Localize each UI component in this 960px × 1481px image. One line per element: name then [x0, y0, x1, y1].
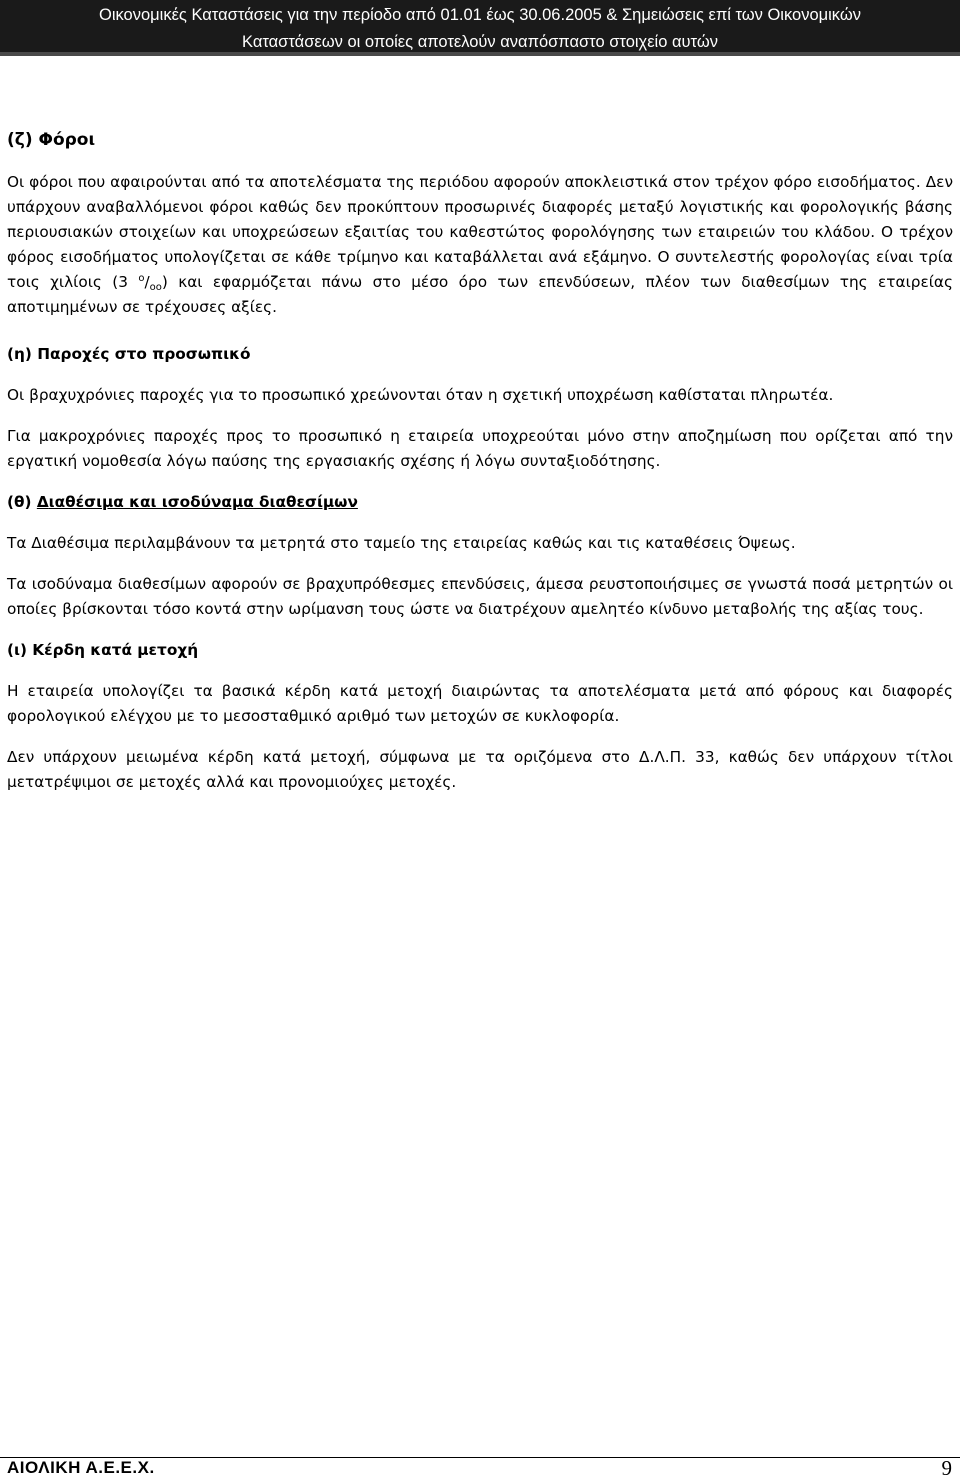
section-heading-taxes: (ζ) Φόροι [7, 130, 96, 150]
page-number: 9 [941, 1456, 952, 1480]
footer-company-name: ΑΙΟΛΙΚΗ Α.Ε.Ε.Χ. [7, 1458, 155, 1477]
section-heading-cash [7, 490, 953, 515]
page-header [0, 0, 960, 56]
permil-sup: o [138, 273, 145, 284]
permil-slash: / [144, 273, 150, 291]
cash-heading-prefix: (θ) [7, 493, 37, 511]
document-body [7, 128, 953, 795]
cash-heading-rest: ιαθέσιμα και ισοδύναμα διαθεσίμων [48, 493, 358, 511]
eps-paragraph-1: Η εταιρεία υπολογίζει τα βασικά κέρδη κατά μετοχή διαιρώντας τα αποτελέσματα μετά από φόρους και διαφορές φορολογικού ελέγχου με το μεσοσταθμικό αριθμό των μετοχών σε κυκλοφορία. [7, 682, 953, 725]
taxes-paragraph-text-2: ) και εφαρμόζεται πάνω στο μέσο όρο των επενδύσεων, πλέον των διαθεσίμων της εταιρείας αποτιμημένων σε τρέχουσες αξίες. [7, 273, 953, 316]
permil-sub: oo [149, 282, 162, 293]
cash-paragraph-1: Τα Διαθέσιμα περιλαμβάνουν τα μετρητά στο ταμείο της εταιρείας καθώς και τις καταθέσεις Όψεως. [7, 534, 796, 552]
section-heading-eps: (ι) Κέρδη κατά μετοχή [7, 641, 199, 659]
taxes-paragraph [7, 170, 953, 320]
permil-symbol [138, 273, 162, 291]
cash-heading-first-letter: Δ [36, 493, 49, 511]
header-line-1: Οικονομικές Καταστάσεις για την περίοδο από 01.01 έως 30.06.2005 & Σημειώσεις επί των Οικονομικών [99, 6, 861, 24]
cash-paragraph-2: Τα ισοδύναμα διαθεσίμων αφορούν σε βραχυπρόθεσμες επενδύσεις, άμεσα ρευστοποιήσιμες σε γνωστά ποσά μετρητών οι οποίες βρίσκονται τόσο κοντά στην ωρίμανση τους ώστε να διατρέχουν αμελητέο κίνδυνο μεταβολής της αξίας τους. [7, 575, 953, 618]
section-heading-staff-benefits: (η) Παροχές στο προσωπικό [7, 345, 251, 363]
eps-paragraph-2: Δεν υπάρχουν μειωμένα κέρδη κατά μετοχή, σύμφωνα με τα οριζόμενα στο Δ.Λ.Π. 33, καθώς δεν υπάρχουν τίτλοι μετατρέψιμοι σε μετοχές αλλά και προνομιούχες μετοχές. [7, 748, 953, 791]
cash-heading-underlined [37, 493, 358, 511]
staff-benefits-paragraph-2: Για μακροχρόνιες παροχές προς το προσωπικό η εταιρεία υποχρεούται μόνο στην αποζημίωση που ορίζεται από την εργατική νομοθεσία λόγω παύσης της εργασιακής σχέσης ή λόγω συνταξιοδότησης. [7, 427, 953, 470]
taxes-paragraph-text-1: Οι φόροι που αφαιρούνται από τα αποτελέσματα της περιόδου αφορούν αποκλειστικά στον τρέχον φόρο εισοδήματος. Δεν υπάρχουν αναβαλλόμενοι φόροι καθώς δεν προκύπτουν προσωρινές διαφορές μεταξύ λογιστικής και φορολογικής βάσης περιουσιακών στοιχείων και υποχρεώσεων εξαιτίας του καθεστώτος φορολόγησης των εταιρειών του κλάδου. Ο τρέχον φόρος εισοδήματος υπολογίζεται σε κάθε τρίμηνο και καταβάλλεται ανά εξάμηνο. Ο συντελεστής φορολογίας είναι τρία τοις χιλίοις (3 [7, 173, 953, 291]
staff-benefits-paragraph-1: Οι βραχυχρόνιες παροχές για το προσωπικό χρεώνονται όταν η σχετική υποχρέωση καθίσταται πληρωτέα. [7, 386, 834, 404]
header-line-2: Καταστάσεων οι οποίες αποτελούν αναπόσπαστο στοιχείο αυτών [242, 33, 718, 51]
